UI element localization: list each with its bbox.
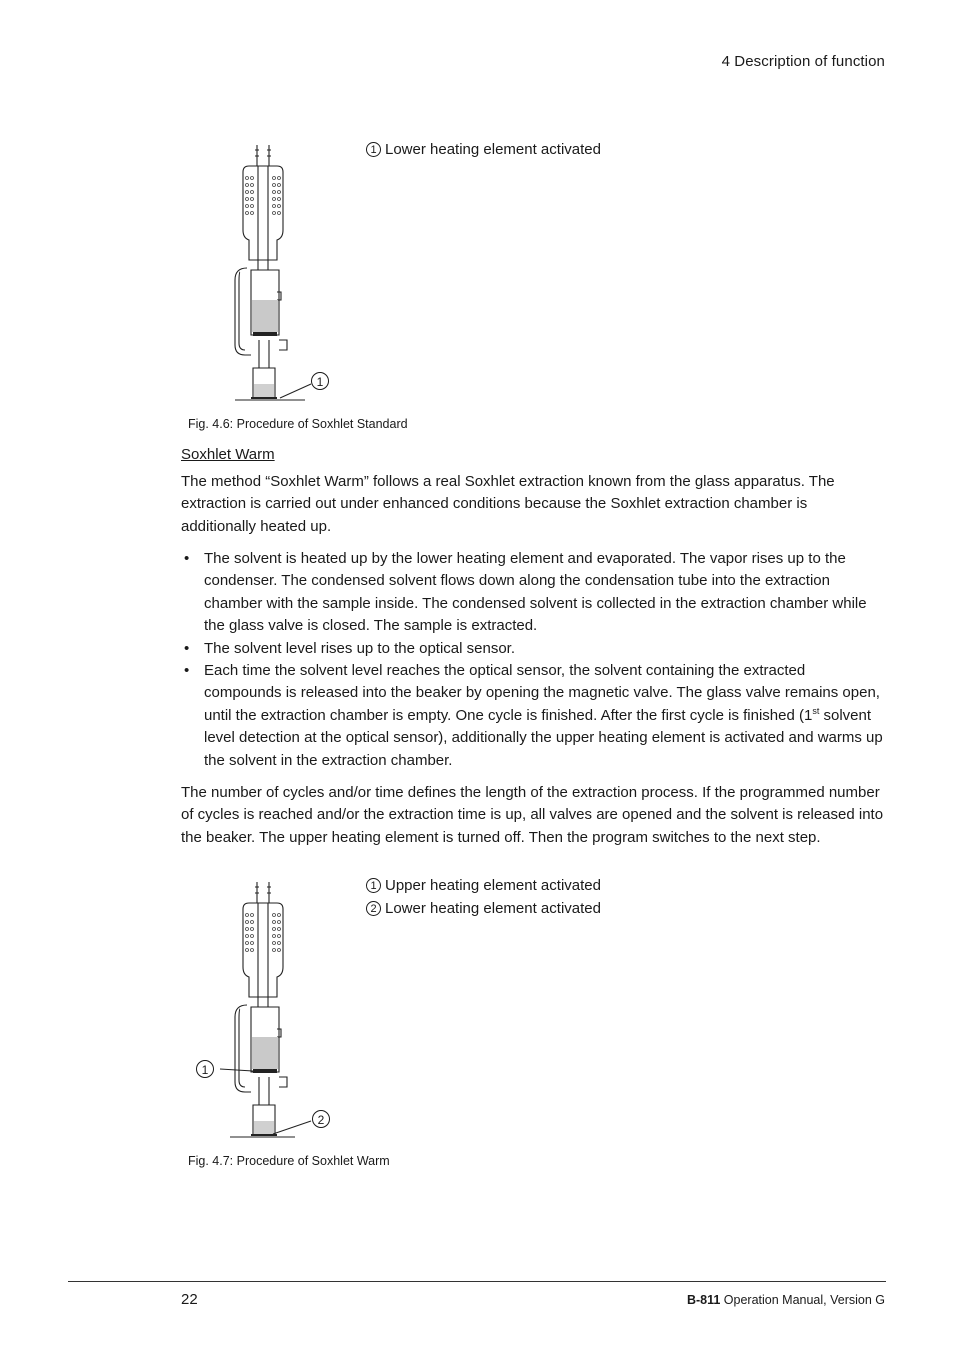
running-header: 4 Description of function: [721, 53, 885, 70]
legend-text: Lower heating element activated: [385, 141, 601, 158]
bullet-item: • The solvent level rises up to the optical sensor.: [181, 638, 884, 660]
legend-text: Upper heating element activated: [385, 877, 601, 894]
section-heading: Soxhlet Warm: [181, 446, 275, 463]
closing-paragraph: The number of cycles and/or time defines the length of the extraction process. If the programmed number of cycles is reached and/or the extraction time is up, all valves are opened and the solvent is released into the beaker. The upper heating element is turned off. Then the program switches to the next step.: [181, 784, 884, 846]
bullet-item: • Each time the solvent level reaches the optical sensor, the solvent containing the extracted compounds is released into the beaker by opening the magnetic valve. The glass valve remains open, until the extraction chamber is empty. One cycle is finished. After the first cycle is finished (1st solvent level detection at the optical sensor), additionally the upper heating element is activated and warms up the solvent in the extraction chamber.: [181, 660, 884, 772]
condenser-coil-dots: [246, 914, 281, 952]
legend-number: 2: [366, 901, 381, 916]
footer-document-title: B-811 Operation Manual, Version G: [686, 1293, 885, 1307]
page-number: 22: [181, 1291, 198, 1308]
soxhlet-warm-diagram: [225, 877, 345, 1147]
callout-1: 1: [196, 1060, 218, 1080]
figure1-legend: [366, 141, 601, 158]
callout-2: 2: [312, 1110, 334, 1130]
legend-number: 1: [366, 142, 381, 157]
callout-1: 1: [311, 372, 333, 392]
condenser-coil-dots: [246, 177, 281, 215]
figure2-legend: [366, 877, 601, 923]
legend-number: 1: [366, 878, 381, 893]
intro-paragraph: The method “Soxhlet Warm” follows a real Soxhlet extraction known from the glass apparatus. The extraction is carried out under enhanced conditions because the Soxhlet extraction chamber is additionally heated up.: [181, 473, 835, 535]
soxhlet-standard-diagram: [225, 140, 345, 410]
footer-divider: [68, 1281, 886, 1282]
figure1-caption: Fig. 4.6: Procedure of Soxhlet Standard: [188, 417, 408, 431]
legend-text: Lower heating element activated: [385, 900, 601, 917]
figure2-caption: Fig. 4.7: Procedure of Soxhlet Warm: [188, 1154, 390, 1168]
bullet-item: • The solvent is heated up by the lower heating element and evaporated. The vapor rises up to the condenser. The condensed solvent flows down along the condensation tube into the extraction chamber with the sample inside. The condensed solvent is collected in the extraction chamber while the glass valve is closed. The sample is extracted.: [181, 548, 884, 638]
bullet-list: [181, 548, 884, 772]
